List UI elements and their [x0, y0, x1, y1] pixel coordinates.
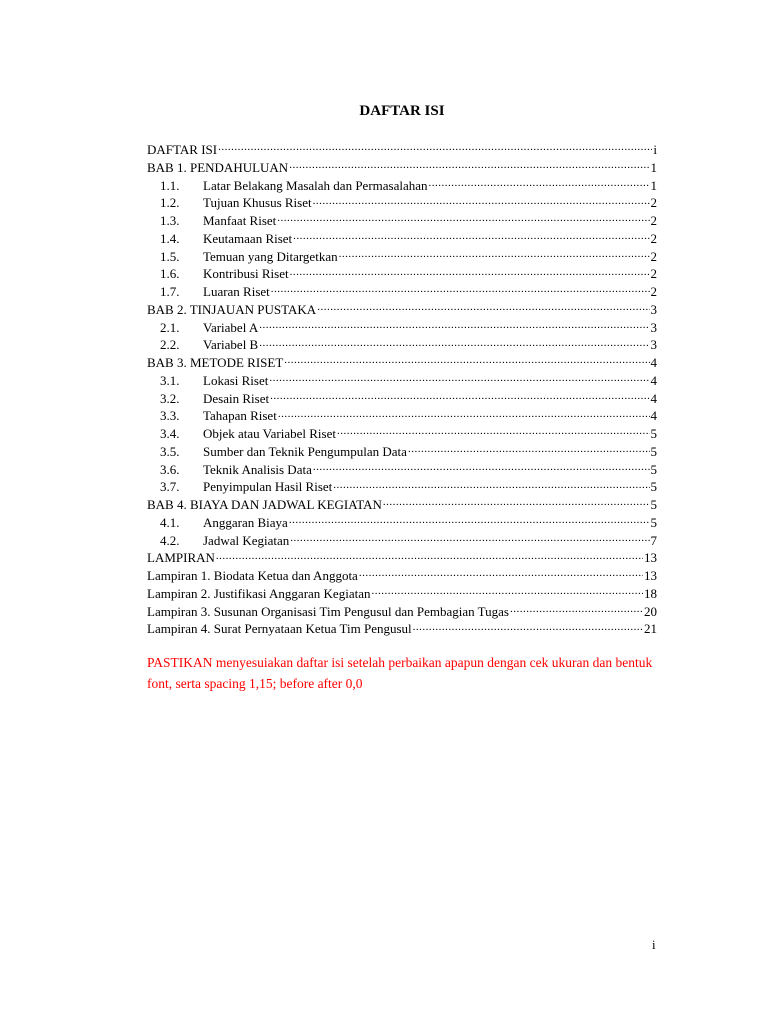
toc-entry-title: Tahapan Riset	[203, 408, 277, 424]
toc-entry-number: 2.2.	[160, 337, 180, 353]
toc-dot-leader	[278, 407, 650, 420]
toc-entry-title: Luaran Riset	[203, 284, 270, 299]
toc-entry-page: 4	[650, 372, 657, 388]
toc-entry-page: 21	[644, 621, 657, 637]
toc-entry-page: 5	[650, 497, 657, 512]
toc-entry[interactable]	[147, 407, 657, 425]
toc-dot-leader	[216, 549, 643, 562]
toc-entry-title: BAB 3. METODE RISET	[147, 355, 284, 370]
toc-dot-leader	[269, 372, 649, 385]
toc-entry[interactable]	[147, 585, 657, 603]
toc-entry-number: 1.6.	[160, 266, 180, 282]
toc-dot-leader	[383, 496, 650, 509]
toc-entry-page: 2	[650, 248, 657, 264]
toc-dot-leader	[333, 478, 649, 491]
toc-entry-title: DAFTAR ISI	[147, 142, 218, 157]
toc-entry-number: 1.5.	[160, 248, 180, 264]
toc-entry-page: 2	[650, 284, 657, 299]
toc-entry-title: LAMPIRAN	[147, 550, 215, 566]
toc-entry[interactable]	[147, 514, 657, 532]
toc-entry-page: 2	[650, 230, 657, 246]
toc-entry-number: 4.1.	[160, 514, 180, 530]
toc-entry[interactable]	[147, 603, 657, 621]
toc-entry-title: BAB 2. TINJAUAN PUSTAKA	[147, 301, 317, 317]
toc-dot-leader	[218, 141, 652, 154]
toc-entry[interactable]	[147, 425, 657, 443]
toc-entry[interactable]	[147, 496, 657, 514]
toc-entry-title: Variabel B	[203, 337, 259, 353]
toc-dot-leader	[413, 620, 643, 633]
toc-entry-number: 3.7.	[160, 479, 180, 495]
toc-entry-page: 1	[650, 159, 657, 175]
toc-entry-page: 4	[650, 390, 657, 406]
toc-entry-title: Anggaran Biaya	[203, 514, 288, 530]
toc-entry-page: 3	[650, 301, 657, 317]
toc-entry-page: 4	[650, 408, 657, 424]
toc-entry[interactable]	[147, 141, 657, 159]
page-title: DAFTAR ISI	[359, 103, 445, 119]
toc-entry[interactable]	[147, 301, 657, 319]
toc-entry[interactable]	[147, 390, 657, 408]
toc-entry[interactable]	[147, 265, 657, 283]
toc-dot-leader	[259, 319, 649, 332]
toc-entry-title: Latar Belakang Masalah dan Permasalahan	[203, 177, 428, 193]
toc-dot-leader	[270, 390, 649, 403]
toc-entry[interactable]	[147, 194, 657, 212]
toc-entry-page: 13	[644, 550, 657, 566]
toc-dot-leader	[317, 301, 649, 314]
toc-entry-title: Lampiran 1. Biodata Ketua dan Anggota	[147, 568, 358, 583]
toc-entry[interactable]	[147, 159, 657, 177]
toc-entry[interactable]	[147, 319, 657, 337]
toc-entry[interactable]	[147, 461, 657, 479]
toc-entry-page: 18	[644, 585, 657, 601]
toc-entry-title: Penyimpulan Hasil Riset	[203, 479, 333, 495]
toc-entry-title: Lampiran 3. Susunan Organisasi Tim Pengusul dan Pembagian Tugas	[147, 603, 509, 619]
toc-dot-leader	[290, 532, 649, 545]
toc-dot-leader	[271, 283, 650, 296]
red-instruction-note: PASTIKAN menyesuiakan daftar isi setelah perbaikan apapun dengan cek ukuran dan bentuk font, serta spacing 1,15; before after 0,0	[147, 655, 653, 691]
toc-dot-leader	[289, 159, 649, 172]
toc-entry[interactable]	[147, 549, 657, 567]
toc-entry-number: 2.1.	[160, 319, 180, 335]
toc-dot-leader	[289, 514, 650, 527]
toc-dot-leader	[429, 177, 650, 190]
toc-dot-leader	[510, 603, 643, 616]
toc-entry[interactable]	[147, 230, 657, 248]
toc-entry[interactable]	[147, 443, 657, 461]
toc-entry-page: 1	[650, 177, 657, 193]
toc-entry-title: Desain Riset	[203, 390, 270, 406]
toc-entry-page: 3	[650, 319, 657, 335]
toc-entry-title: Objek atau Variabel Riset	[203, 426, 336, 441]
toc-entry-title: Temuan yang Ditargetkan	[203, 248, 338, 264]
toc-dot-leader	[371, 585, 643, 598]
toc-entry[interactable]	[147, 567, 657, 585]
toc-entry-page: 4	[650, 355, 657, 370]
toc-entry-page: 5	[650, 461, 657, 477]
toc-entry-title: Sumber dan Teknik Pengumpulan Data	[203, 443, 407, 459]
toc-entry[interactable]	[147, 283, 657, 301]
toc-entry-page: 5	[650, 479, 657, 495]
toc-entry[interactable]	[147, 478, 657, 496]
toc-entry-number: 1.3.	[160, 213, 180, 228]
toc-entry-number: 1.7.	[160, 284, 180, 299]
toc-entry-page: 7	[650, 532, 657, 548]
toc-entry-number: 3.2.	[160, 390, 180, 406]
toc-entry-page: 5	[650, 443, 657, 459]
toc-entry-page: 3	[650, 337, 657, 353]
toc-entry-number: 1.4.	[160, 230, 180, 246]
toc-entry[interactable]	[147, 177, 657, 195]
toc-entry-title: Lampiran 2. Justifikasi Anggaran Kegiatan	[147, 585, 371, 601]
toc-entry-number: 1.1.	[160, 177, 180, 193]
toc-entry-number: 3.3.	[160, 408, 180, 424]
toc-entry-title: Lampiran 4. Surat Pernyataan Ketua Tim Pengusul	[147, 621, 412, 637]
toc-entry-page: 5	[650, 426, 657, 441]
toc-entry[interactable]	[147, 372, 657, 390]
toc-entry-title: Kontribusi Riset	[203, 266, 289, 282]
toc-entry[interactable]	[147, 532, 657, 550]
toc-entry-page: 2	[650, 195, 657, 211]
toc-dot-leader	[337, 425, 650, 438]
toc-dot-leader	[313, 461, 650, 474]
toc-entry-page: 5	[650, 514, 657, 530]
toc-entry-title: Jadwal Kegiatan	[203, 532, 290, 548]
toc-entry-page: 2	[650, 266, 657, 282]
toc-dot-leader	[290, 265, 650, 278]
toc-dot-leader	[284, 354, 649, 367]
toc-entry-number: 3.4.	[160, 426, 180, 441]
toc-entry[interactable]	[147, 620, 657, 638]
toc-entry-page: 20	[644, 603, 657, 619]
toc-entry-number: 1.2.	[160, 195, 180, 211]
toc-entry-title: BAB 1. PENDAHULUAN	[147, 159, 289, 175]
toc-dot-leader	[359, 567, 643, 580]
table-of-contents	[147, 141, 657, 638]
toc-entry-page: 2	[650, 213, 657, 228]
page-number: i	[652, 937, 656, 952]
toc-entry-page: i	[653, 142, 657, 157]
toc-entry-title: Teknik Analisis Data	[203, 461, 312, 477]
toc-entry-title: Tujuan Khusus Riset	[203, 195, 312, 211]
toc-dot-leader	[259, 336, 649, 349]
toc-dot-leader	[293, 230, 649, 243]
toc-entry-number: 3.1.	[160, 372, 180, 388]
toc-entry[interactable]	[147, 248, 657, 266]
toc-entry[interactable]	[147, 212, 657, 230]
toc-entry-title: Lokasi Riset	[203, 372, 269, 388]
toc-entry-page: 13	[644, 568, 657, 583]
toc-entry-number: 3.5.	[160, 443, 180, 459]
toc-entry[interactable]	[147, 336, 657, 354]
toc-dot-leader	[277, 212, 649, 225]
toc-entry-title: Keutamaan Riset	[203, 230, 293, 246]
toc-entry-number: 3.6.	[160, 461, 180, 477]
toc-dot-leader	[313, 194, 650, 207]
toc-entry-number: 4.2.	[160, 532, 180, 548]
toc-dot-leader	[408, 443, 650, 456]
toc-entry-title: BAB 4. BIAYA DAN JADWAL KEGIATAN	[147, 497, 382, 512]
toc-entry-title: Variabel A	[203, 319, 259, 335]
toc-entry[interactable]	[147, 354, 657, 372]
toc-dot-leader	[339, 248, 650, 261]
toc-entry-title: Manfaat Riset	[203, 213, 277, 228]
